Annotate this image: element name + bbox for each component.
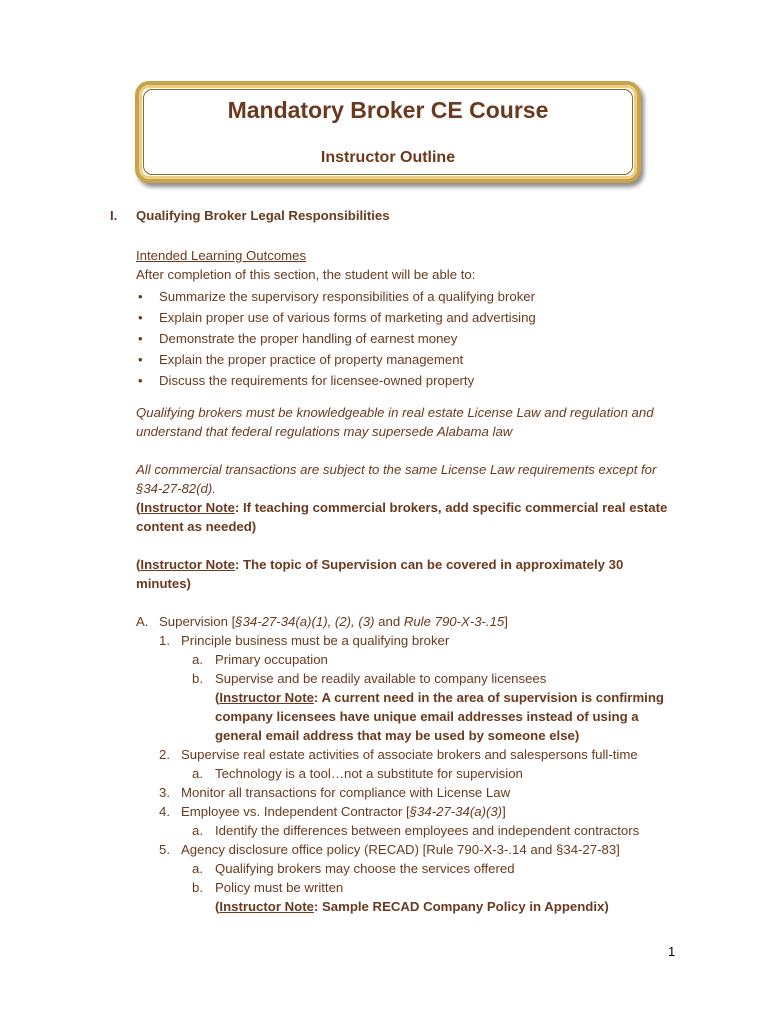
outline-subitem-label: a.: [192, 861, 203, 876]
outline-item-2: Supervise real estate activities of associate brokers and salespersons full-time: [181, 747, 638, 762]
instructor-note-email: [215, 688, 664, 707]
outline-item-4: [181, 802, 506, 821]
outline-item-number: 1.: [159, 633, 170, 648]
outline-subitem-label: a.: [192, 823, 203, 838]
bullet-icon: •: [138, 289, 143, 304]
note-open-paren: (: [215, 690, 220, 705]
outline-subitem-label: a.: [192, 766, 203, 781]
outline-item-2a: Technology is a tool…not a substitute for supervision: [215, 766, 523, 781]
outline-item-1a: Primary occupation: [215, 652, 328, 667]
bullet-icon: •: [138, 310, 143, 325]
instructor-note-recad: [215, 897, 609, 916]
outline-a-supervision: [159, 612, 508, 631]
note-text: : Sample RECAD Company Policy in Appendix): [313, 899, 609, 914]
paragraph-commercial-line2: §34-27-82(d).: [136, 481, 216, 496]
list-item: Explain proper use of various forms of marketing and advertising: [159, 310, 536, 325]
outline-item-4-close: ]: [502, 804, 506, 819]
outline-a-and: and: [374, 614, 404, 629]
paragraph-knowledge-line1: Qualifying brokers must be knowledgeable in real estate License Law and regulation and: [136, 405, 654, 420]
note-label: Instructor Note: [219, 899, 314, 914]
outline-item-1b: Supervise and be readily available to company licensees: [215, 671, 547, 686]
instructor-note-email-line3: general email address that may be used by someone else): [215, 728, 580, 743]
outline-a-close: ]: [504, 614, 508, 629]
paragraph-knowledge-line2: understand that federal regulations may supersede Alabama law: [136, 424, 513, 439]
note-label: Instructor Note: [140, 557, 235, 572]
outline-item-number: 5.: [159, 842, 170, 857]
statute-ref: §34-27-34(a)(1), (2), (3): [235, 614, 375, 629]
title-box: [135, 81, 641, 183]
instructor-note-commercial: [136, 498, 667, 517]
outline-a-label: A.: [136, 614, 149, 629]
outline-item-5a: Qualifying brokers may choose the services offered: [215, 861, 515, 876]
instructor-note-commercial-line2: content as needed): [136, 519, 257, 534]
list-item: Discuss the requirements for licensee-owned property: [159, 373, 475, 388]
document-subtitle: Instructor Outline: [320, 149, 456, 166]
page-number: 1: [668, 944, 676, 959]
list-item: Explain the proper practice of property management: [159, 352, 464, 367]
outline-item-4a: Identify the differences between employees and independent contractors: [215, 823, 640, 838]
section-numeral: I.: [110, 208, 118, 223]
instructor-note-email-line2: company licensees have unique email addresses instead of using a: [215, 709, 639, 724]
instructor-note-supervision: [136, 555, 623, 574]
outline-item-1: Principle business must be a qualifying broker: [181, 633, 450, 648]
note-text: : If teaching commercial brokers, add specific commercial real estate: [234, 500, 668, 515]
outline-subitem-label: a.: [192, 652, 203, 667]
note-label: Instructor Note: [140, 500, 235, 515]
note-open-paren: (: [136, 500, 141, 515]
outline-item-4-text: Employee vs. Independent Contractor [: [181, 804, 410, 819]
outline-item-number: 2.: [159, 747, 170, 762]
instructor-note-supervision-line2: minutes): [136, 576, 191, 591]
list-item: Demonstrate the proper handling of earnest money: [159, 331, 458, 346]
paragraph-commercial-line1: All commercial transactions are subject to the same License Law requirements except for: [136, 462, 657, 477]
list-item: Summarize the supervisory responsibilities of a qualifying broker: [159, 289, 536, 304]
outline-item-5: Agency disclosure office policy (RECAD) [Rule 790-X-3-.14 and §34-27-83]: [181, 842, 620, 857]
note-text: : A current need in the area of supervision is confirming: [313, 690, 664, 705]
statute-ref: §34-27-34(a)(3): [409, 804, 503, 819]
note-open-paren: (: [215, 899, 220, 914]
outcomes-heading: Intended Learning Outcomes: [136, 248, 307, 263]
outline-item-3: Monitor all transactions for compliance with License Law: [181, 785, 511, 800]
outline-item-5b: Policy must be written: [215, 880, 344, 895]
outline-subitem-label: b.: [192, 671, 203, 686]
section-title: Qualifying Broker Legal Responsibilities: [136, 208, 390, 223]
bullet-icon: •: [138, 331, 143, 346]
outline-subitem-label: b.: [192, 880, 203, 895]
rule-ref: Rule 790-X-3-.15: [403, 614, 505, 629]
outline-a-text: Supervision [: [159, 614, 236, 629]
note-text: : The topic of Supervision can be covered in approximately 30: [234, 557, 624, 572]
note-open-paren: (: [136, 557, 141, 572]
note-label: Instructor Note: [219, 690, 314, 705]
bullet-icon: •: [138, 352, 143, 367]
outline-item-number: 4.: [159, 804, 170, 819]
outcomes-intro: After completion of this section, the student will be able to:: [136, 267, 476, 282]
outline-item-number: 3.: [159, 785, 170, 800]
bullet-icon: •: [138, 373, 143, 388]
document-title: Mandatory Broker CE Course: [227, 97, 549, 123]
